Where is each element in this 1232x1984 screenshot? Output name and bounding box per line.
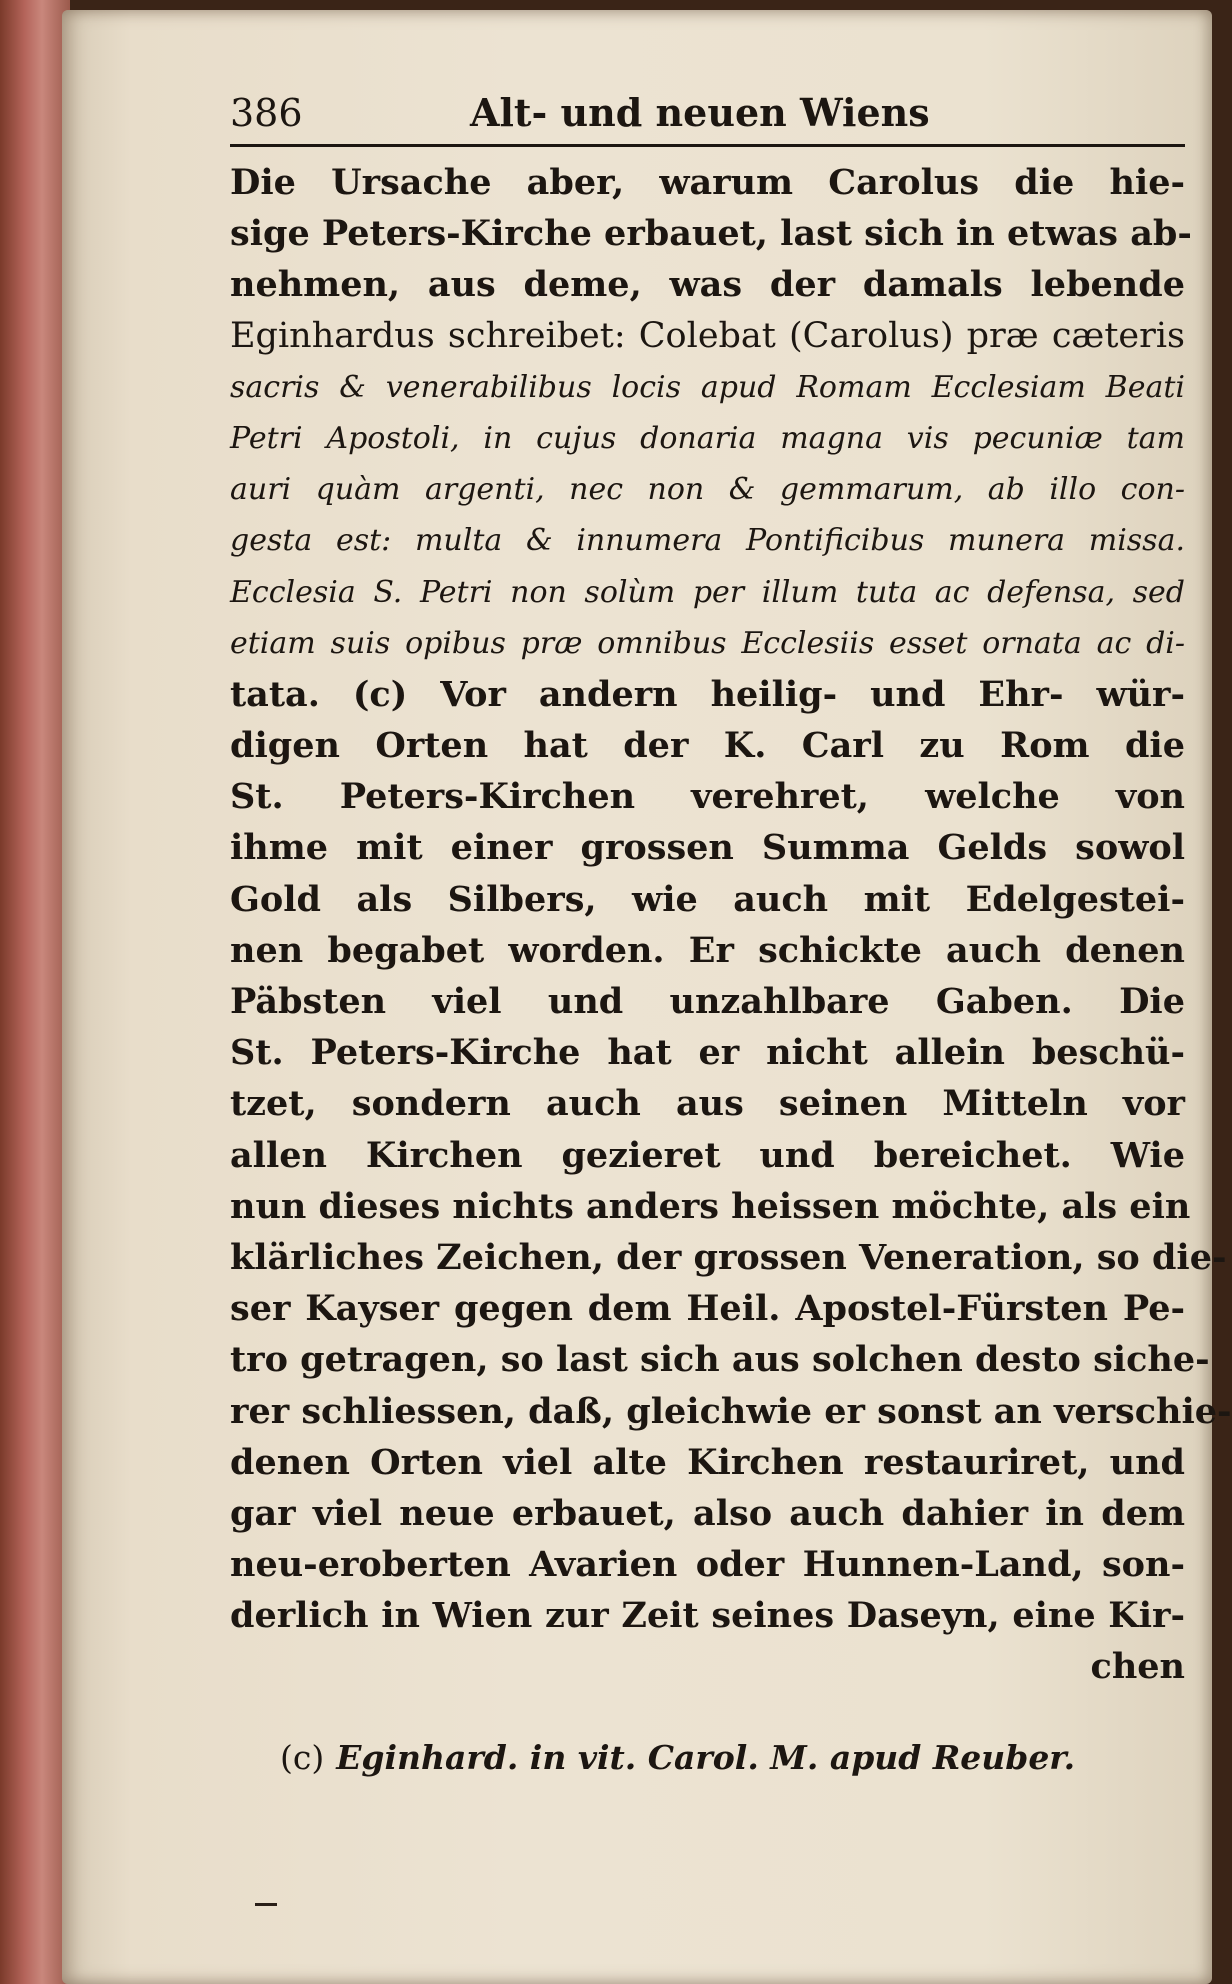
- body-line: Ecclesia S. Petri non solùm per illum tuta ac defensa, sed: [230, 574, 1185, 610]
- body-line: digen Orten hat der K. Carl zu Rom die: [230, 725, 1185, 767]
- header-rule: [230, 144, 1185, 147]
- body-line: sacris & venerabilibus locis apud Romam Ecclesiam Beati: [230, 369, 1185, 405]
- body-line: denen Orten viel alte Kirchen restauriret, und: [230, 1441, 1185, 1483]
- body-line: ser Kayser gegen dem Heil. Apostel-Fürsten Pe-: [230, 1288, 1185, 1330]
- body-line: klärliches Zeichen, der grossen Veneration, so die-: [230, 1236, 1227, 1278]
- page-text-block: [230, 90, 1232, 1693]
- body-line: derlich in Wien zur Zeit seines Daseyn, eine Kir-: [230, 1595, 1185, 1637]
- body-line: Gold als Silbers, wie auch mit Edelgestei-: [230, 878, 1185, 920]
- body-line: tro getragen, so last sich aus solchen desto siche-: [230, 1339, 1210, 1381]
- footnote-marker: (c): [280, 1738, 325, 1777]
- body-line: Eginhardus schreibet: Colebat (Carolus) præ cæteris: [230, 315, 1185, 356]
- page-header: [230, 90, 1185, 138]
- footnote-text: Eginhard. in vit. Carol. M. apud Reuber.: [336, 1738, 1076, 1777]
- body-line: St. Peters-Kirche hat er nicht allein beschü-: [230, 1032, 1185, 1074]
- body-line: allen Kirchen gezieret und bereichet. Wie: [230, 1134, 1185, 1176]
- body-line: nehmen, aus deme, was der damals lebende: [230, 264, 1185, 306]
- page-number: 386: [230, 91, 303, 135]
- body-line: nen begabet worden. Er schickte auch denen: [230, 929, 1185, 971]
- body-line: tzet, sondern auch aus seinen Mitteln vor: [230, 1083, 1185, 1125]
- body-line: St. Peters-Kirchen verehret, welche von: [230, 776, 1185, 818]
- body-line: ihme mit einer grossen Summa Gelds sowol: [230, 827, 1185, 869]
- ink-speck: [255, 1903, 277, 1906]
- body-line: auri quàm argenti, nec non & gemmarum, ab illo con-: [230, 472, 1185, 508]
- footnote: [280, 1738, 1075, 1777]
- body-line: sige Peters-Kirche erbauet, last sich in etwas ab-: [230, 213, 1192, 255]
- body-line: Petri Apostoli, in cujus donaria magna vis pecuniæ tam: [230, 420, 1185, 456]
- body-line: nun dieses nichts anders heissen möchte, als ein: [230, 1185, 1191, 1227]
- body-text: [230, 157, 1232, 1693]
- body-line: etiam suis opibus præ omnibus Ecclesiis esset ornata ac di-: [230, 625, 1185, 661]
- body-line: tata. (c) Vor andern heilig- und Ehr- wür-: [230, 673, 1185, 715]
- book-spine-edge: [0, 0, 70, 1984]
- body-line: neu-eroberten Avarien oder Hunnen-Land, son-: [230, 1544, 1185, 1586]
- catchword: chen: [1090, 1646, 1185, 1688]
- running-title: Alt- und neuen Wiens: [470, 90, 930, 135]
- body-line: gar viel neue erbauet, also auch dahier in dem: [230, 1492, 1185, 1534]
- body-line: rer schliessen, daß, gleichwie er sonst an verschie-: [230, 1390, 1232, 1432]
- body-line: gesta est: multa & innumera Pontificibus munera missa.: [230, 523, 1185, 559]
- body-line: Päbsten viel und unzahlbare Gaben. Die: [230, 981, 1185, 1022]
- body-line: Die Ursache aber, warum Carolus die hie-: [230, 162, 1185, 203]
